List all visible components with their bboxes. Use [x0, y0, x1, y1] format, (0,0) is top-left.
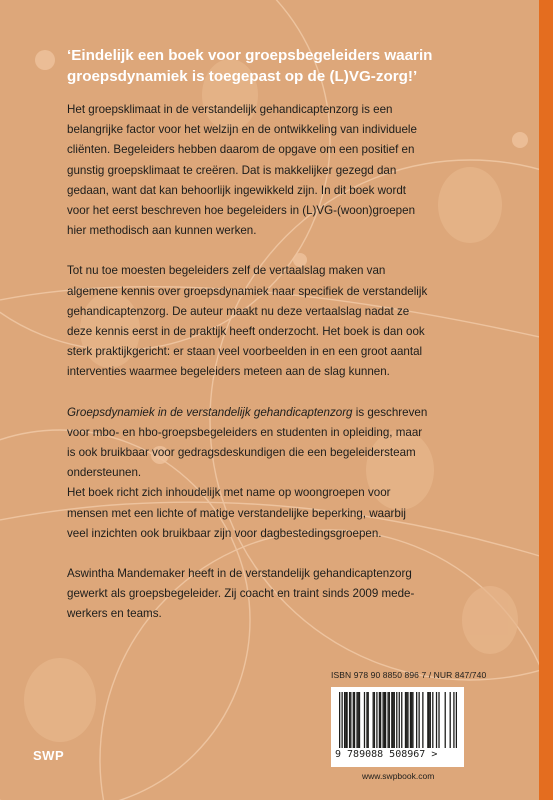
barcode-bar: [374, 692, 375, 748]
text-line: hier methodisch aan kunnen werken.: [67, 224, 257, 238]
barcode-bar: [427, 692, 428, 748]
isbn-nur-line: ISBN 978 90 8850 896 7 / NUR 847/740: [331, 670, 487, 680]
barcode-bar: [354, 692, 355, 748]
barcode-bar: [358, 692, 359, 748]
barcode-bar: [345, 692, 346, 748]
cover-quote: [67, 45, 497, 87]
text-line: belangrijke factor voor het welzijn en de ontwikkeling van individuele: [67, 123, 417, 137]
paragraph-3: [67, 403, 507, 484]
text-line: gedaan, want dat kan behoorlijk ingewikkeld zijn. In dit boek wordt: [67, 183, 406, 197]
paragraph-spacer: [67, 544, 507, 564]
barcode-bar: [396, 692, 397, 748]
text-line: sterk praktijkgericht: er staan veel voorbeelden in en een groot aantal: [67, 345, 423, 359]
text-line: voor mbo- en hbo-groepsbegeleiders en studenten in opleiding, maar: [67, 425, 423, 439]
blurb-text: [67, 100, 507, 625]
barcode-bar: [346, 692, 347, 748]
barcode-bar: [428, 692, 429, 748]
barcode-bar: [410, 692, 411, 748]
barcode-bar: [384, 692, 385, 748]
text-line: interventies waarmee begeleiders meteen aan de slag kunnen.: [67, 365, 390, 379]
barcode-bar: [389, 692, 390, 748]
barcode-bar: [391, 692, 392, 748]
text-line: voor het eerst beschreven hoe begeleiders in (L)VG-(woon)groepen: [67, 204, 416, 218]
text-line: gunstig groepsklimaat te creëren. Dat is makkelijker gezegd dan: [67, 163, 397, 177]
barcode-bar: [380, 692, 381, 748]
text-line: Het boek richt zich inhoudelijk met name op woongroepen voor: [67, 486, 391, 500]
publisher-url: www.swpbook.com: [362, 771, 435, 781]
barcode-bar: [382, 692, 383, 748]
barcode-bar: [387, 692, 388, 748]
barcode-bar: [385, 692, 386, 748]
text-line: ondersteunen.: [67, 466, 142, 480]
barcode: [331, 687, 464, 767]
barcode-bar: [379, 692, 380, 748]
barcode-bar: [418, 692, 419, 748]
barcode-bar: [339, 692, 340, 748]
barcode-bar: [353, 692, 354, 748]
barcode-bar: [359, 692, 360, 748]
publisher-logo: SWP: [33, 748, 65, 763]
barcode-bar: [368, 692, 369, 748]
orange-edge-strip: [539, 0, 553, 800]
quote-line-1: ‘Eindelijk een boek voor groepsbegeleiders waarin: [67, 47, 433, 64]
barcode-bar: [376, 692, 377, 748]
text-line: Het groepsklimaat in de verstandelijk gehandicaptenzorg is een: [67, 103, 393, 116]
text-line: [67, 403, 507, 423]
barcode-bar: [349, 692, 350, 748]
book-title-italic: Groepsdynamiek in de verstandelijk gehandicaptenzorg: [67, 405, 353, 419]
barcode-bar: [406, 692, 407, 748]
barcode-bar: [411, 692, 412, 748]
barcode-bar: [341, 692, 342, 748]
barcode-bar: [405, 692, 406, 748]
barcode-bar: [412, 692, 413, 748]
barcode-bar: [350, 692, 351, 748]
paragraph-2: [67, 261, 507, 382]
barcode-bar: [373, 692, 374, 748]
barcode-bar: [453, 692, 454, 748]
text-line: gewerkt als groepsbegeleider. Zij coacht en traint sinds 2009 mede-: [67, 587, 415, 601]
paragraph-spacer: [67, 241, 507, 261]
barcode-bar: [430, 692, 431, 748]
text-line: Aswintha Mandemaker heeft in de verstandelijk gehandicaptenzorg: [67, 567, 412, 581]
paragraph-4: [67, 483, 507, 544]
text-line: gehandicaptenzorg. De auteur maakt nu deze vertaalslag nadat ze: [67, 304, 410, 318]
text-line: mensen met een lichte of matige verstandelijke beperking, waarbij: [67, 506, 406, 520]
author-bio: [67, 564, 507, 625]
barcode-bar: [407, 692, 408, 748]
text-line: algemene kennis over groepsdynamiek naar specifiek de verstandelijk: [67, 284, 428, 298]
barcode-bars: [339, 692, 457, 748]
barcode-bar: [450, 692, 451, 748]
text-line: is ook bruikbaar voor gedragsdeskundigen die een begeleidersteam: [67, 446, 416, 460]
barcode-bar: [456, 692, 457, 748]
barcode-bar: [401, 692, 402, 748]
barcode-bar: [366, 692, 367, 748]
barcode-bar: [438, 692, 439, 748]
text-line: veel inzichten ook bruikbaar zijn voor dagbestedingsgroepen.: [67, 526, 382, 540]
barcode-bar: [399, 692, 400, 748]
barcode-digits: 9 789088 508967 >: [335, 749, 438, 760]
barcode-bar: [364, 692, 365, 748]
text-line: deze kennis eerst in de praktijk heeft onderzocht. Het boek is dan ook: [67, 325, 425, 339]
barcode-bar: [445, 692, 446, 748]
barcode-bar: [422, 692, 423, 748]
paragraph-spacer: [67, 383, 507, 403]
paragraph-1: [67, 100, 507, 241]
text-line: Tot nu toe moesten begeleiders zelf de vertaalslag maken van: [67, 264, 386, 278]
barcode-bar: [356, 692, 357, 748]
text-line: cliënten. Begeleiders hebben daarom de opgave om een positief en: [67, 143, 415, 157]
barcode-bar: [432, 692, 433, 748]
text-fragment: is geschreven: [352, 405, 428, 419]
barcode-bar: [416, 692, 417, 748]
barcode-bar: [436, 692, 437, 748]
quote-line-2: groepsdynamiek is toegepast op de (L)VG-zorg!’: [67, 68, 418, 85]
text-line: werkers en teams.: [67, 607, 162, 621]
barcode-bar: [394, 692, 395, 748]
barcode-bar: [392, 692, 393, 748]
barcode-bar: [344, 692, 345, 748]
